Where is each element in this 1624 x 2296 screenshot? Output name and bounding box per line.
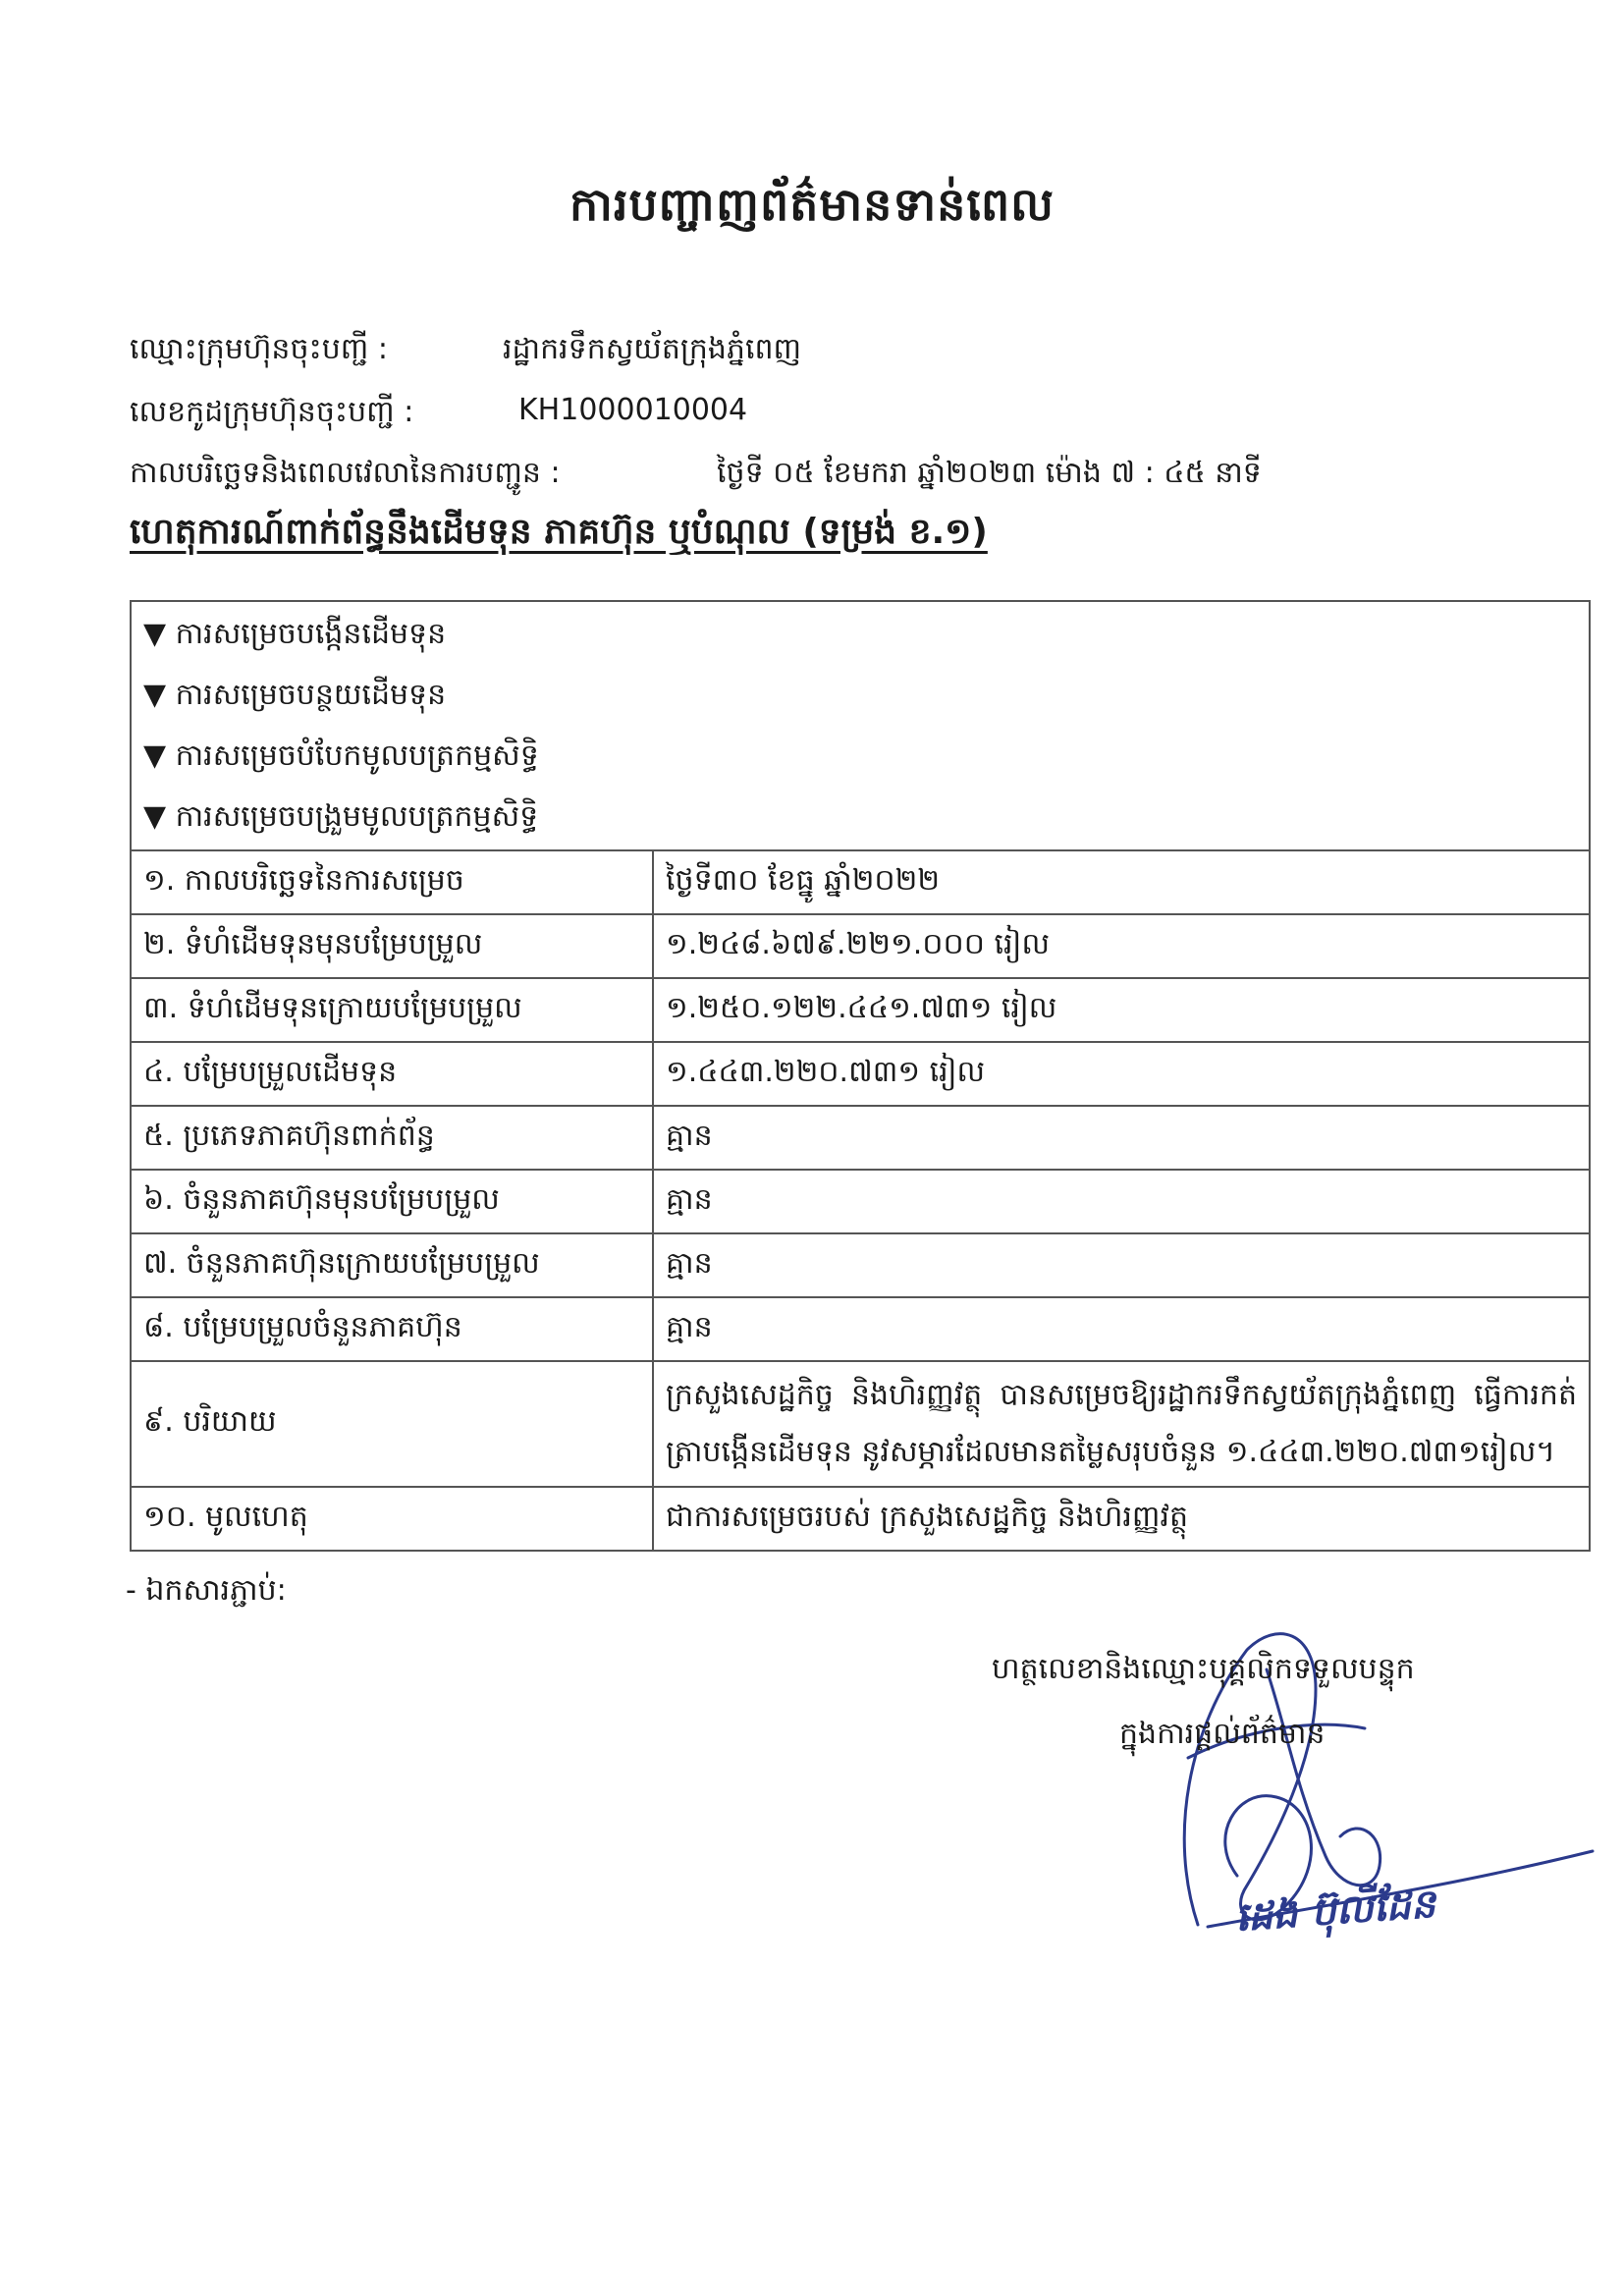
- row-value-capital-after: ១.២៥០.១២២.៤៤១.៧៣១ រៀល: [653, 978, 1590, 1042]
- document-title: ការបញ្ចាញព័ត៌មានទាន់ពេល: [569, 178, 1055, 231]
- checklist-item-split-shares: ▼ ការសម្រេចបំបែកមូលបត្រកម្មសិទ្ធិ: [143, 738, 539, 773]
- row-label-share-type: ៥. ប្រភេទភាគហ៊ុនពាក់ព័ន្ធ: [131, 1106, 653, 1170]
- table-row: [131, 1170, 1590, 1233]
- form-subtitle: ហេតុការណ៍ពាក់ព័ន្ធនឹងដើមទុន ភាគហ៊ុន ឬបំណុល (ទម្រង់ ខ.១): [130, 512, 988, 552]
- company-code-row: [130, 393, 748, 436]
- checklist-row: [131, 601, 1590, 850]
- table-row: [131, 1233, 1590, 1297]
- row-label-capital-after: ៣. ទំហំដើមទុនក្រោយបម្រែបម្រួល: [131, 978, 653, 1042]
- row-value-capital-change: ១.៤៤៣.២២០.៧៣១ រៀល: [653, 1042, 1590, 1106]
- row-value-share-type: គ្មាន: [653, 1106, 1590, 1170]
- table-row: [131, 1106, 1590, 1170]
- company-name-label: ឈ្មោះក្រុមហ៊ុនចុះបញ្ជី :: [130, 332, 388, 366]
- table-row: [131, 1361, 1590, 1487]
- row-label-shares-change: ៨. បម្រែបម្រួលចំនួនភាគហ៊ុន: [131, 1297, 653, 1361]
- table-row: [131, 978, 1590, 1042]
- table-row: [131, 1487, 1590, 1551]
- row-value-capital-before: ១.២៤៨.៦៧៩.២២១.០០០ រៀល: [653, 914, 1590, 978]
- table-row: [131, 850, 1590, 914]
- company-code-label: លេខកូដក្រុមហ៊ុនចុះបញ្ជី :: [130, 395, 414, 429]
- row-label-shares-after: ៧. ចំនួនភាគហ៊ុនក្រោយបម្រែបម្រួល: [131, 1233, 653, 1297]
- company-code-value: KH1000010004: [518, 393, 748, 427]
- signature-caption-line1: ហត្ថលេខានិងឈ្មោះបុគ្គលិកទទួលបន្ទុក: [992, 1652, 1415, 1686]
- signature-caption-line2: ក្នុងការផ្តល់ព័ត៌មាន: [1119, 1717, 1326, 1751]
- row-label-shares-before: ៦. ចំនួនភាគហ៊ុនមុនបម្រែបម្រួល: [131, 1170, 653, 1233]
- row-label-capital-before: ២. ទំហំដើមទុនមុនបម្រែបម្រួល: [131, 914, 653, 978]
- row-label-description: ៩. បរិយាយ: [131, 1361, 653, 1487]
- table-row: [131, 1297, 1590, 1361]
- table-row: [131, 1042, 1590, 1106]
- checklist-item-consolidate-shares: ▼ ការសម្រេចបង្រួមមូលបត្រកម្មសិទ្ធិ: [143, 799, 539, 834]
- checklist-item-decrease-capital: ▼ ការសម្រេចបន្ថយដើមទុន: [143, 678, 447, 712]
- submission-datetime-value: ថ្ងៃទី ០៥ ខែមករា ឆ្នាំ២០២៣ ម៉ោង ៧ : ៤៥ នាទី: [717, 456, 1262, 490]
- submission-datetime-label: កាលបរិច្ឆេទនិងពេលវេលានៃការបញ្ជូន :: [130, 456, 561, 490]
- signer-name: ដេង ប៊ុលីដែន: [1233, 1881, 1437, 1941]
- row-value-description: ក្រសួងសេដ្ឋកិច្ច និងហិរញ្ញវត្ថុ បានសម្រេចឱ្យរដ្ឋាករទឹកស្វយ័តក្រុងភ្នំពេញ ធ្វើការកត់ត្រាបង្កើនដើមទុន នូវសម្ភារដែលមានតម្លៃសរុបចំនួន ១.៤៤៣.២២០.៧៣១រៀល។: [653, 1361, 1590, 1487]
- row-value-reason: ជាការសម្រេចរបស់ ក្រសួងសេដ្ឋកិច្ច និងហិរញ្ញវត្ថុ: [653, 1487, 1590, 1551]
- row-value-shares-change: គ្មាន: [653, 1297, 1590, 1361]
- row-value-decision-date: ថ្ងៃទី៣០ ខែធ្នូ ឆ្នាំ២០២២: [653, 850, 1590, 914]
- company-name-value: រដ្ឋាករទឹកស្វយ័តក្រុងភ្នំពេញ: [503, 332, 802, 366]
- row-value-shares-after: គ្មាន: [653, 1233, 1590, 1297]
- table-row: [131, 914, 1590, 978]
- attachment-label: - ឯកសារភ្ជាប់:: [126, 1573, 287, 1608]
- row-label-capital-change: ៤. បម្រែបម្រួលដើមទុន: [131, 1042, 653, 1106]
- checklist-item-increase-capital: ▼ ការសម្រេចបង្កើនដើមទុន: [143, 617, 447, 651]
- submission-datetime-row: [130, 454, 1262, 497]
- row-value-shares-before: គ្មាន: [653, 1170, 1590, 1233]
- company-name-row: [130, 330, 802, 373]
- row-label-reason: ១០. មូលហេតុ: [131, 1487, 653, 1551]
- checklist-cell: [131, 601, 1590, 850]
- row-label-decision-date: ១. កាលបរិច្ឆេទនៃការសម្រេច: [131, 850, 653, 914]
- disclosure-table: [130, 600, 1591, 1552]
